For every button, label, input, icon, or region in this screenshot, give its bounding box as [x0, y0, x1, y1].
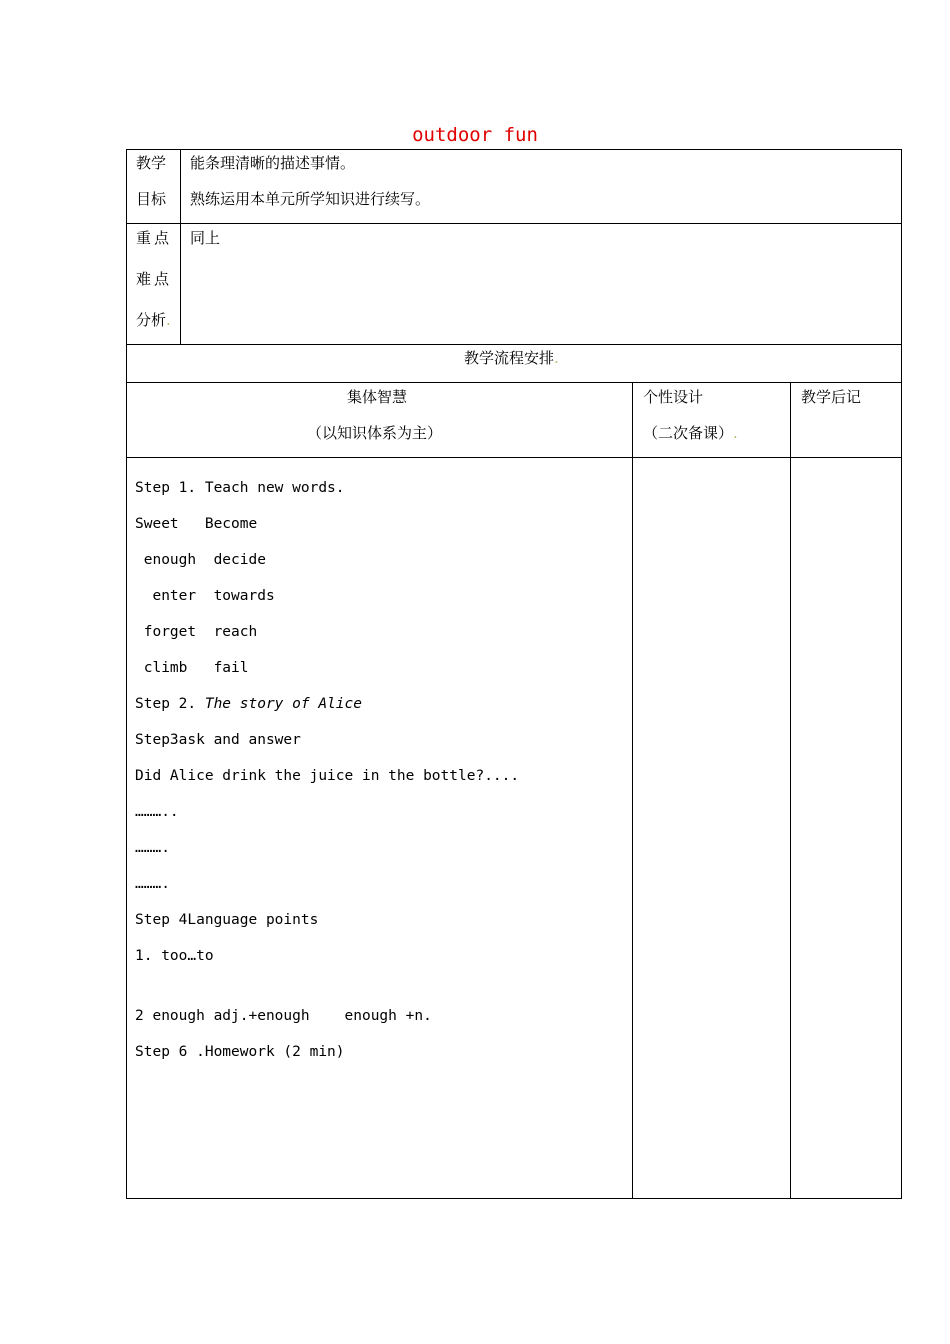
- step6: Step 6 .Homework (2 min): [135, 1044, 345, 1060]
- word-row-5: climb fail: [135, 660, 249, 676]
- word-row-2: enough decide: [135, 552, 266, 568]
- ellipsis-3: ……….: [135, 876, 170, 892]
- keypoints-label-3: 分析.: [136, 311, 171, 329]
- step1: Step 1. Teach new words.: [135, 480, 345, 496]
- col3-title: 教学后记: [801, 388, 862, 406]
- keypoints-content: 同上: [190, 229, 221, 247]
- document-title: outdoor fun: [412, 124, 538, 146]
- col2-title: 个性设计: [643, 388, 704, 406]
- col2-subtitle: （二次备课）.: [643, 424, 738, 442]
- point-2: 2 enough adj.+enough enough +n.: [135, 1008, 432, 1024]
- objectives-label-1: 教学: [136, 154, 167, 172]
- word-row-1: Sweet Become: [135, 516, 258, 532]
- objectives-label-2: 目标: [136, 190, 167, 208]
- col1-subtitle: （以知识体系为主）: [307, 424, 443, 442]
- col1-title: 集体智慧: [347, 388, 408, 406]
- question: Did Alice drink the juice in the bottle?....: [135, 768, 520, 784]
- step4: Step 4Language points: [135, 912, 319, 928]
- keypoints-label-2: 难点: [136, 270, 173, 288]
- point-1: 1. too…to: [135, 948, 214, 964]
- step2: Step 2. The story of Alice: [135, 696, 362, 712]
- word-row-4: forget reach: [135, 624, 258, 640]
- process-header: 教学流程安排.: [464, 349, 559, 367]
- objectives-line-2: 熟练运用本单元所学知识进行续写。: [190, 190, 431, 208]
- keypoints-label-1: 重点: [136, 229, 173, 247]
- step3: Step3ask and answer: [135, 732, 301, 748]
- ellipsis-2: ……….: [135, 840, 170, 856]
- objectives-line-1: 能条理清晰的描述事情。: [190, 154, 356, 172]
- word-row-3: enter towards: [135, 588, 275, 604]
- ellipsis-1: ………..: [135, 804, 179, 820]
